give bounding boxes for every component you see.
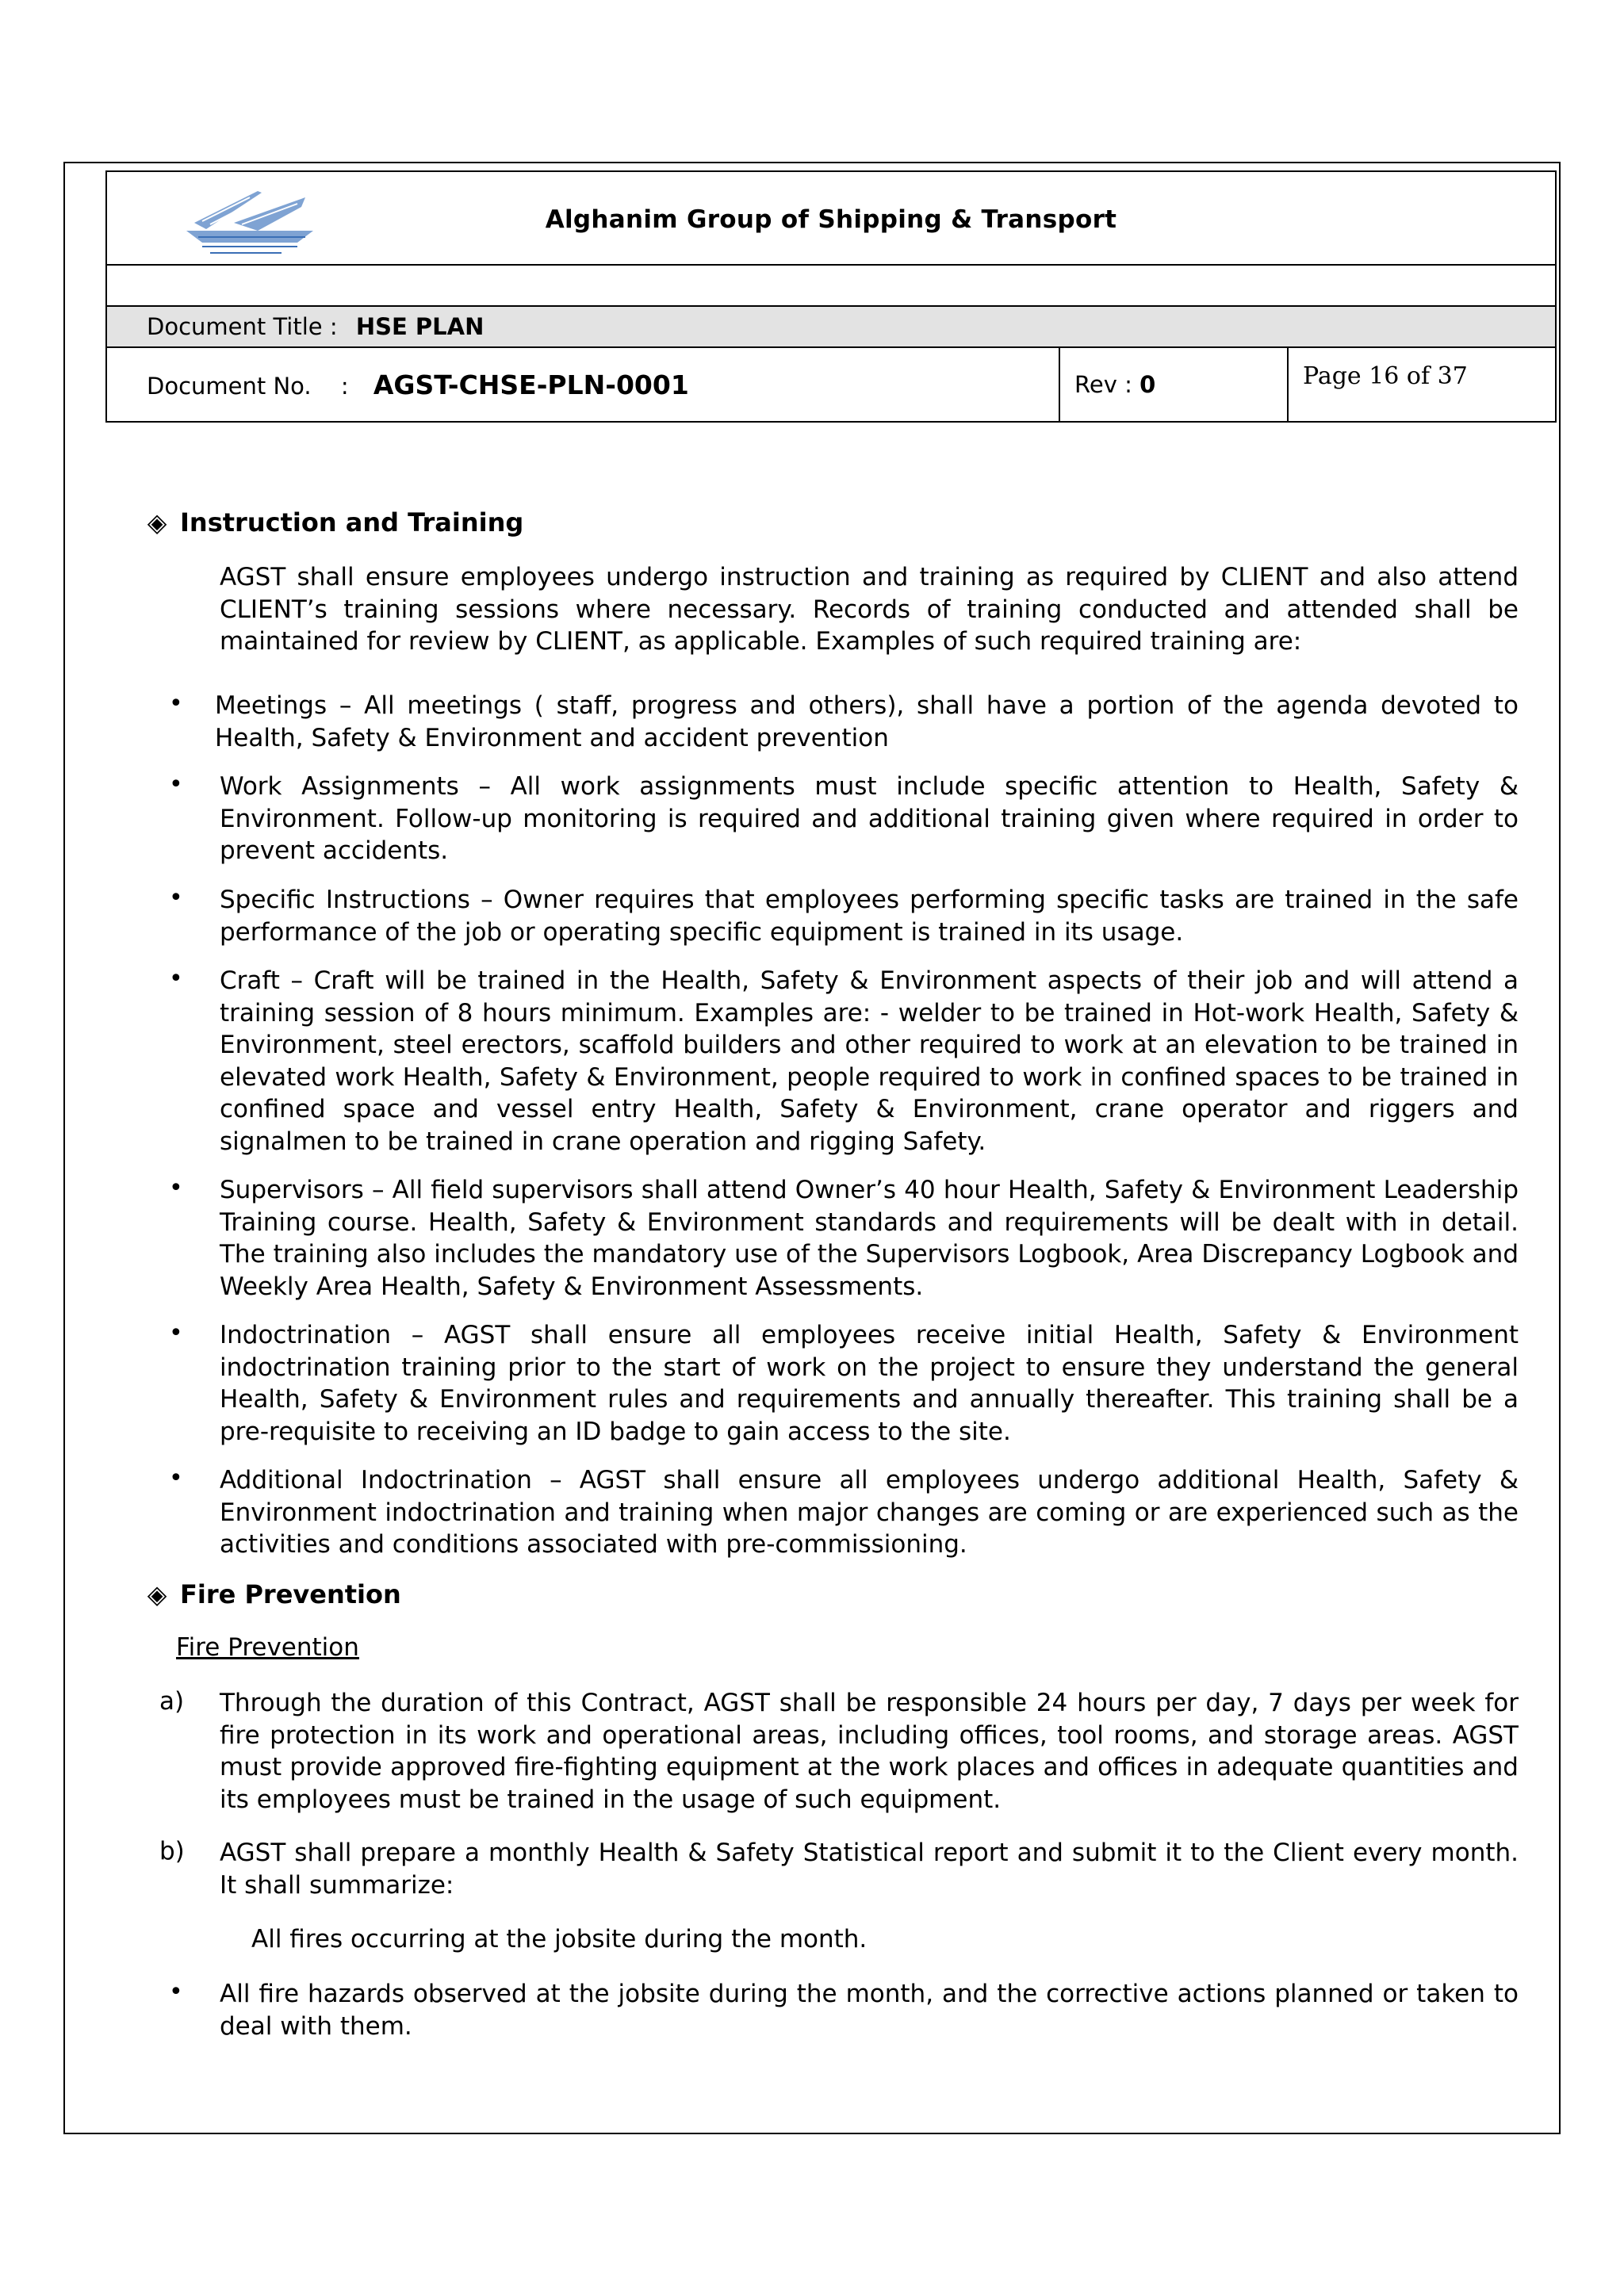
page-number: Page 16 of 37 [1288,347,1556,422]
list-marker: b) [159,1837,185,1866]
list-item: Supervisors – All field supervisors shall attend Owner’s 40 hour Health, Safety & Environment Leadership Training course. Health, Safety & Environment standards and requirements will be dealt with in detail. The training also includes the mandatory use of the Supervisors Logbook, Area Discrepancy Logbook and Weekly Area Health, Safety & Environment Assessments. [220,1176,1519,1301]
doc-no-cell [106,347,1059,422]
doc-title: HSE PLAN [355,313,485,340]
bullet-icon: • [169,771,183,798]
list-item: Craft – Craft will be trained in the Health, Safety & Environment aspects of their job and will attend a training session of 8 hours minimum. Examples are: - welder to be trained in Hot-work Health, Safety & Environment, steel erectors, scaffold builders and other required to work at an elevation to be trained in elevated work Health, Safety & Environment, people required to work in confined spaces to be trained in confined space and vessel entry Health, Safety & Environment, crane operator and riggers and signalmen to be trained in crane operation and rigging Safety. [220,966,1519,1156]
list-item: Indoctrination – AGST shall ensure all employees receive initial Health, Safety & Environment indoctrination training prior to the start of work on the project to ensure they understand the general Health, Safety & Environment rules and requirements and annually thereafter. This training shall be a pre-requisite to receiving an ID badge to gain access to the site. [220,1321,1519,1446]
bullet-icon: • [169,1978,183,2006]
doc-no-colon: : [340,372,349,400]
section-heading-fire: ◈ Fire Prevention [145,1579,401,1609]
list-item: Meetings – All meetings ( staff, progress and others), shall have a portion of the agenda devoted to Health, Safety & Environment and accident prevention [215,691,1519,752]
rev-cell [1059,347,1288,422]
company-cell [106,171,1556,265]
list-item: AGST shall prepare a monthly Health & Safety Statistical report and submit it to the Client every month. It shall summarize: [220,1839,1519,1900]
company-name: Alghanim Group of Shipping & Transport [545,205,1117,234]
doc-title-label: Document Title : [147,313,338,340]
document-header [105,170,1557,423]
blank-row [106,265,1556,306]
bullet-icon: • [169,1319,183,1347]
indented-line: All fires occurring at the jobsite during the month. [251,1925,868,1954]
rev-label: Rev : [1074,371,1132,398]
doc-title-cell [106,306,1556,347]
diamond-bullet-icon: ◈ [147,507,167,538]
doc-no: AGST-CHSE-PLN-0001 [373,369,689,400]
list-item: Through the duration of this Contract, AGST shall be responsible 24 hours per day, 7 days per week for fire protection in its work and operational areas, including offices, tool rooms, and storage areas. AGST must provide approved fire-fighting equipment at the work places and offices in adequate quantities and its employees must be trained in the usage of such equipment. [220,1689,1519,1814]
list-item: Additional Indoctrination – AGST shall ensure all employees undergo additional Health, Safety & Environment indoctrination and training when major changes are coming or are experienced such as the activities and conditions associated with pre-commissioning. [220,1466,1519,1559]
bullet-icon: • [169,965,183,993]
list-item: Specific Instructions – Owner requires that employees performing specific tasks are trained in the safe performance of the job or operating specific equipment is trained in its usage. [220,886,1519,947]
subheading-fire-prevention: Fire Prevention [176,1633,359,1662]
intro-paragraph: AGST shall ensure employees undergo instruction and training as required by CLIENT and also attend CLIENT’s training sessions where necessary. Records of training conducted and attended shall be maintained for review by CLIENT, as applicable. Examples of such required training are: [220,563,1519,656]
section-heading-instruction: ◈ Instruction and Training [145,507,523,538]
bullet-icon: • [169,690,183,718]
list-item: Work Assignments – All work assignments must include specific attention to Health, Safety & Environment. Follow-up monitoring is required and additional training given where required in order to prevent accidents. [220,772,1519,865]
bullet-icon: • [169,1174,183,1202]
list-marker: a) [159,1687,185,1716]
bullet-icon: • [169,884,183,912]
diamond-bullet-icon: ◈ [147,1579,167,1609]
doc-no-label: Document No. [147,372,312,400]
rev-value: 0 [1139,371,1156,398]
list-item: All fire hazards observed at the jobsite during the month, and the corrective actions planned or taken to deal with them. [220,1980,1519,2041]
bullet-icon: • [169,1464,183,1492]
